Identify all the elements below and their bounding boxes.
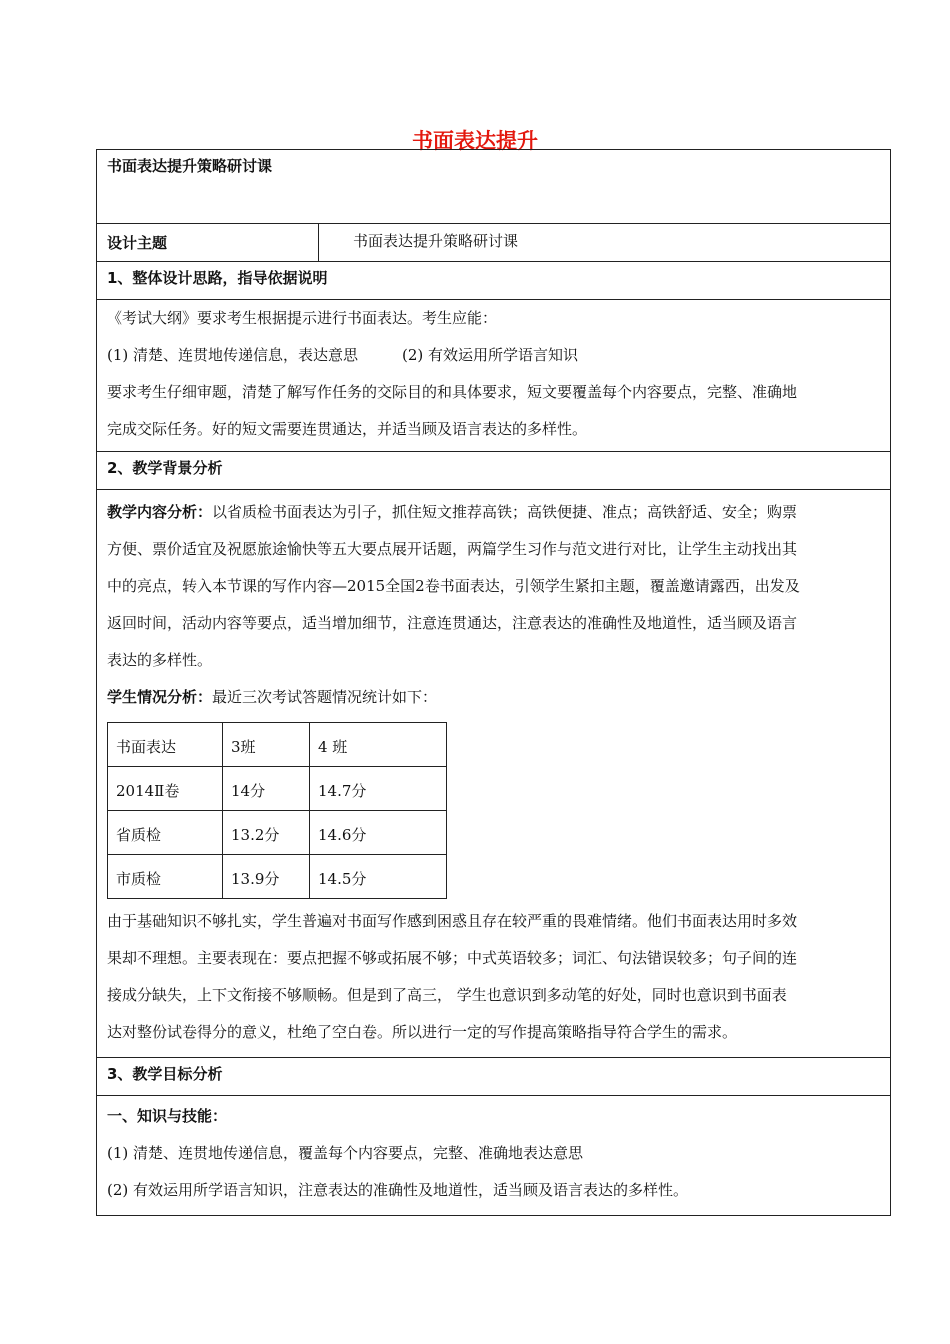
content-analysis-line: 教学内容分析：以省质检书面表达为引子，抓住短文推荐高铁；高铁便捷、准点；高铁舒适、安全；购票 — [107, 503, 798, 521]
student-analysis-line: 学生情况分析：最近三次考试答题情况统计如下： — [107, 688, 438, 706]
design-theme-row — [97, 224, 890, 262]
table-row — [108, 811, 447, 855]
student-analysis-line: 果却不理想。主要表现在：要点把握不够或拓展不够；中式英语较多；词汇、句法错误较多；句子间的连 — [107, 949, 798, 967]
section2-body — [97, 490, 890, 1058]
table-cell: 省质检 — [108, 811, 223, 855]
table-cell: 14.7分 — [310, 767, 447, 811]
requirement-2: (2) 有效运用所学语言知识 — [402, 346, 579, 364]
section1-line: 要求考生仔细审题，清楚了解写作任务的交际目的和具体要求，短文要覆盖每个内容要点，完整、准确地 — [107, 383, 798, 401]
table-row — [108, 855, 447, 899]
content-analysis-line: 返回时间，活动内容等要点，适当增加细节，注意连贯通达，注意表达的准确性及地道性，适当顾及语言 — [107, 614, 798, 632]
table-cell: 13.9分 — [223, 855, 310, 899]
student-analysis-label: 学生情况分析： — [107, 688, 213, 706]
table-header-row — [108, 723, 447, 767]
table-cell: 市质检 — [108, 855, 223, 899]
table-row — [108, 767, 447, 811]
goal-line: (1) 清楚、连贯地传递信息，覆盖每个内容要点，完整、准确地表达意思 — [107, 1144, 584, 1162]
table-header-cell: 3班 — [223, 723, 310, 767]
table-cell: 14.6分 — [310, 811, 447, 855]
score-stats-table — [107, 722, 447, 899]
content-analysis-line: 表达的多样性。 — [107, 651, 213, 669]
content-analysis-line: 方便、票价适宜及祝愿旅途愉快等五大要点展开话题，两篇学生习作与范文进行对比，让学生主动找出其 — [107, 540, 798, 558]
course-name: 书面表达提升策略研讨课 — [97, 150, 890, 224]
section3-body — [97, 1096, 890, 1215]
content-analysis-label: 教学内容分析： — [107, 503, 213, 521]
section3-subheading: 一、知识与技能： — [107, 1107, 228, 1125]
section1-line: 完成交际任务。好的短文需要连贯通达，并适当顾及语言表达的多样性。 — [107, 420, 588, 438]
table-cell: 14分 — [223, 767, 310, 811]
student-analysis-line: 接成分缺失，上下文衔接不够顺畅。但是到了高三， 学生也意识到多动笔的好处，同时也意识到书面表 — [107, 986, 787, 1004]
section3-heading: 3、教学目标分析 — [97, 1058, 890, 1096]
content-analysis-line: 中的亮点，转入本节课的写作内容—2015全国2卷书面表达，引领学生紧扣主题，覆盖邀请露西，出发及 — [107, 577, 800, 595]
design-theme-label: 设计主题 — [97, 224, 319, 261]
table-header-cell: 4 班 — [310, 723, 447, 767]
table-cell: 13.2分 — [223, 811, 310, 855]
table-header-cell: 书面表达 — [108, 723, 223, 767]
design-theme-value: 书面表达提升策略研讨课 — [353, 232, 519, 250]
page-title: 书面表达提升 — [412, 129, 538, 153]
requirement-1: (1) 清楚、连贯地传递信息，表达意思 — [107, 346, 359, 364]
section2-heading: 2、教学背景分析 — [97, 452, 890, 490]
lesson-plan-table — [96, 149, 891, 1216]
goal-line: (2) 有效运用所学语言知识，注意表达的准确性及地道性，适当顾及语言表达的多样性。 — [107, 1181, 689, 1199]
table-cell: 2014Ⅱ卷 — [108, 767, 223, 811]
section1-body — [97, 300, 890, 452]
student-analysis-line: 达对整份试卷得分的意义，杜绝了空白卷。所以进行一定的写作提高策略指导符合学生的需求。 — [107, 1023, 738, 1041]
table-cell: 14.5分 — [310, 855, 447, 899]
section1-heading: 1、整体设计思路，指导依据说明 — [97, 262, 890, 300]
section1-line — [107, 337, 880, 374]
section1-line: 《考试大纲》要求考生根据提示进行书面表达。考生应能： — [107, 309, 498, 327]
student-analysis-line: 由于基础知识不够扎实，学生普遍对书面写作感到困惑且存在较严重的畏难情绪。他们书面表达用时多效 — [107, 912, 798, 930]
